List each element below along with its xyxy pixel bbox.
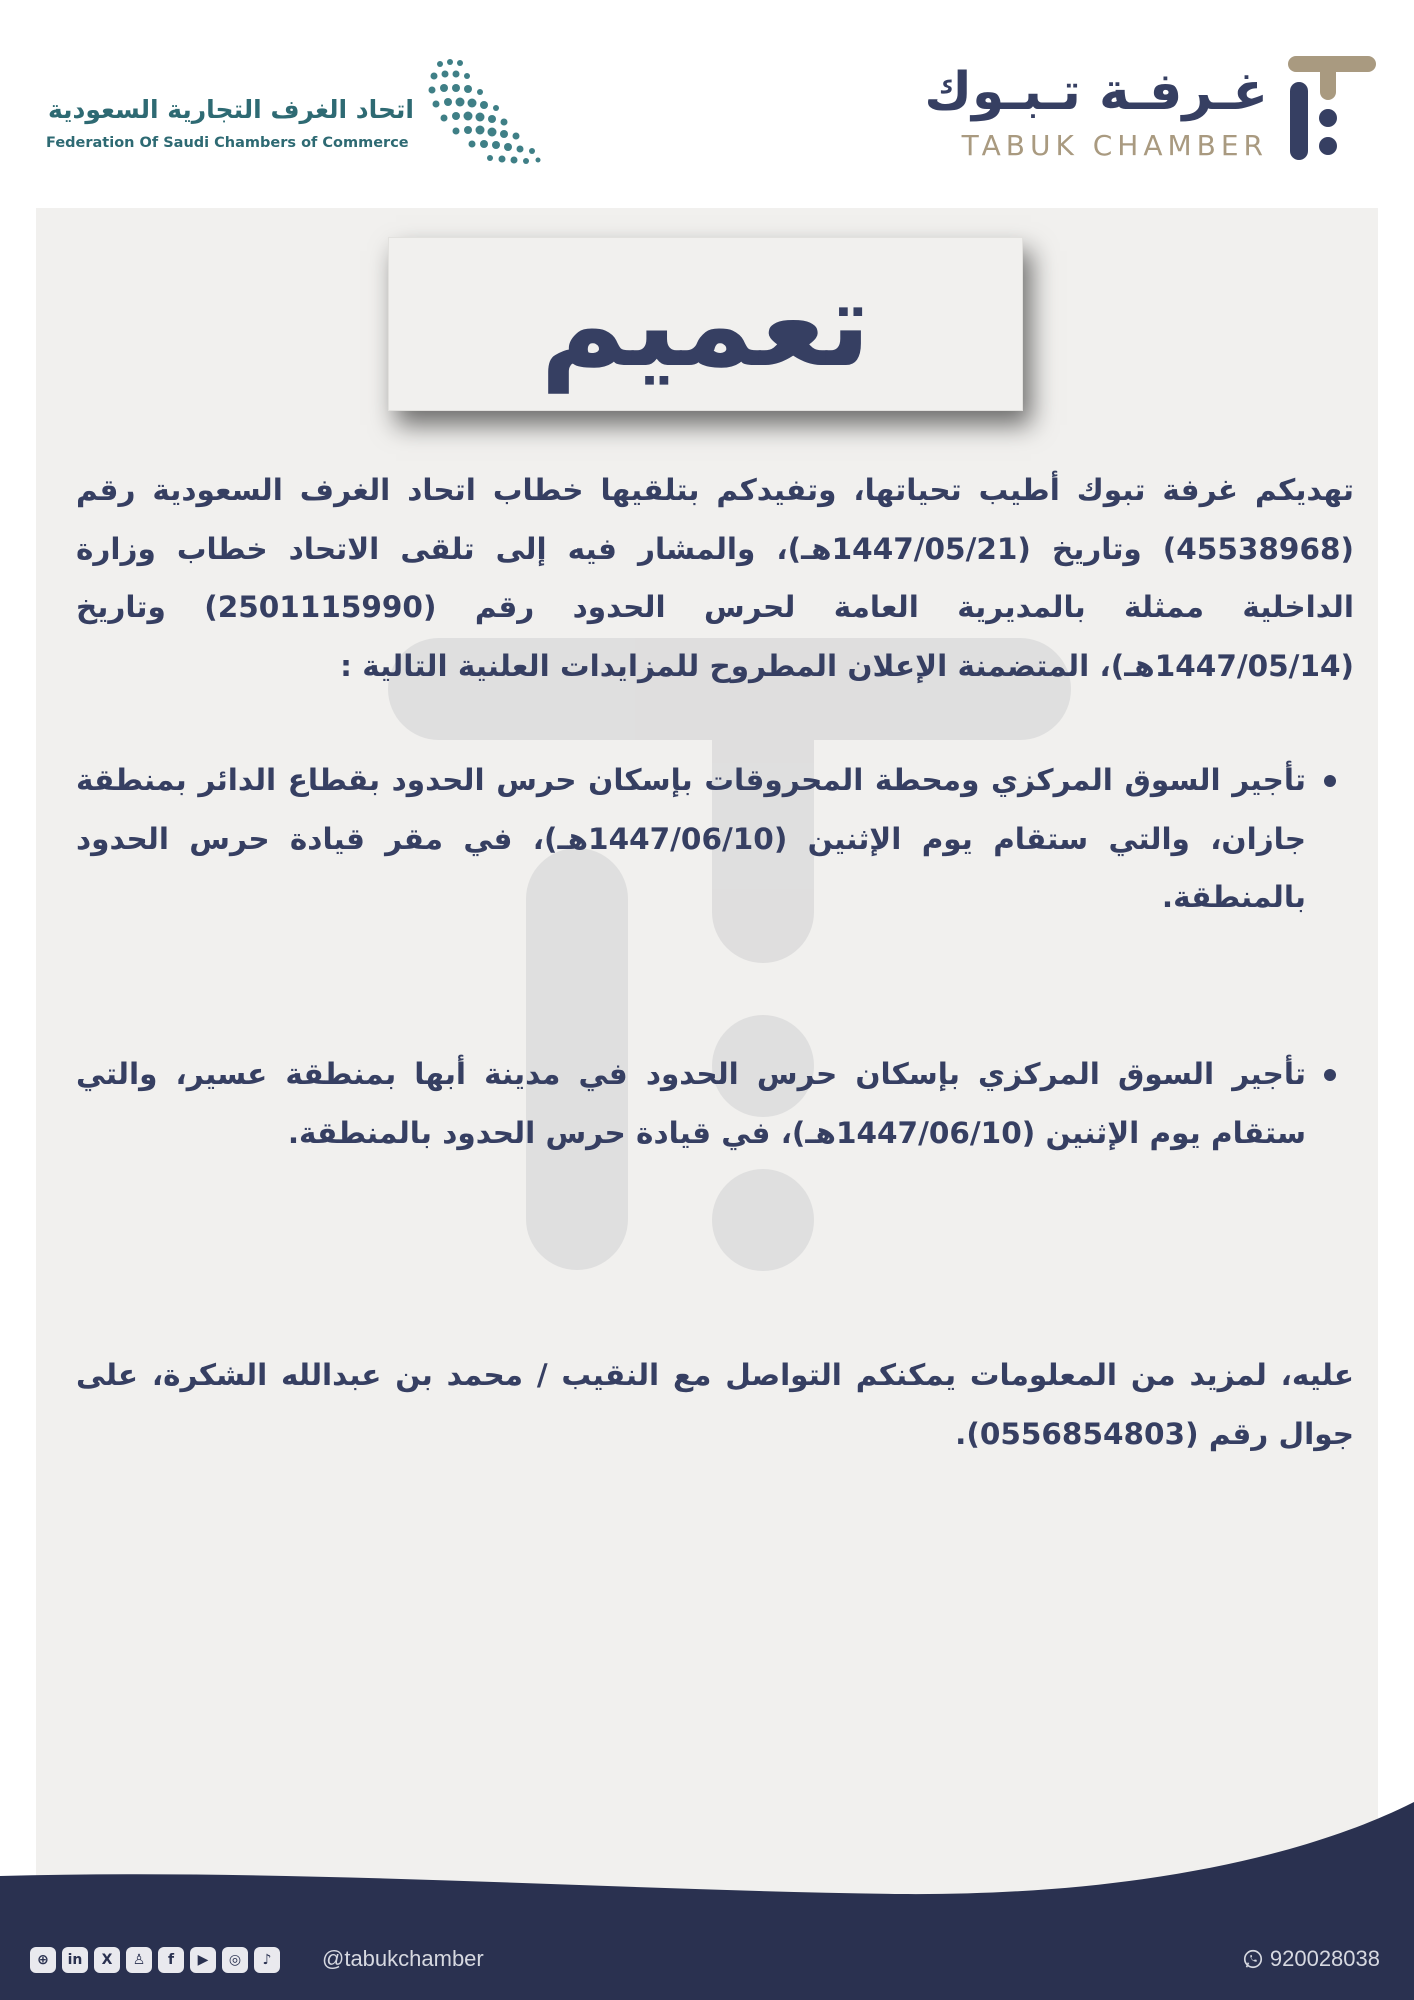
- tabuk-name-en: TABUK CHAMBER: [961, 129, 1268, 162]
- list-item: [76, 1045, 1306, 1162]
- youtube-icon[interactable]: ▶: [190, 1947, 216, 1973]
- facebook-icon[interactable]: f: [158, 1947, 184, 1973]
- tabuk-name-ar: غـرفـة تـبـوك: [924, 62, 1268, 122]
- page-title: تعميم: [540, 255, 871, 393]
- list-item-text: تأجير السوق المركزي ومحطة المحروقات بإسكان حرس الحدود بقطاع الدائر بمنطقة جازان، والتي ستقام يوم الإثنين (1447/06/10هـ)، في مقر قيادة حرس الحدود بالمنطقة.: [76, 763, 1307, 914]
- web-icon[interactable]: ⊕: [30, 1947, 56, 1973]
- linkedin-icon[interactable]: in: [62, 1947, 88, 1973]
- federation-name-ar: اتحاد الغرف التجارية السعودية: [47, 95, 414, 124]
- instagram-icon[interactable]: ◎: [222, 1947, 248, 1973]
- list-item-text: تأجير السوق المركزي بإسكان حرس الحدود في مدينة أبها بمنطقة عسير، والتي ستقام يوم الإثنين (1447/06/10هـ)، في قيادة حرس الحدود بالمنطقة.: [76, 1057, 1306, 1150]
- social-handle[interactable]: @tabukchamber: [322, 1946, 484, 1971]
- x-icon[interactable]: X: [94, 1947, 120, 1973]
- federation-name-en: Federation Of Saudi Chambers of Commerce: [46, 135, 409, 151]
- list-item: [76, 751, 1306, 927]
- social-links: [30, 1947, 280, 1973]
- bullet-dot-icon: [1324, 775, 1336, 787]
- closing-paragraph: عليه، لمزيد من المعلومات يمكنكم التواصل مع النقيب / محمد بن عبدالله الشكرة، على جوال رقم (0556854803).: [76, 1358, 1354, 1451]
- bullet-dot-icon: [1324, 1069, 1336, 1081]
- footer-phone[interactable]: [1242, 1944, 1380, 1974]
- whatsapp-icon: [1242, 1948, 1264, 1970]
- phone-number: 920028038: [1269, 1946, 1380, 1971]
- intro-paragraph: تهديكم غرفة تبوك أطيب تحياتها، وتفيدكم بتلقيها خطاب اتحاد الغرف السعودية رقم (45538968) وتاريخ (1447/05/21هـ)، والمشار فيه إلى تلقى الاتحاد خطاب وزارة الداخلية ممثلة بالمديرية العامة لحرس الحدود رقم (2501115990) وتاريخ (1447/05/14هـ)، المتضمنة الإعلان المطروح للمزايدات العلنية التالية :: [76, 473, 1354, 683]
- snapchat-icon[interactable]: ♙: [126, 1947, 152, 1973]
- title-box: [388, 237, 1023, 411]
- tiktok-icon[interactable]: ♪: [254, 1947, 280, 1973]
